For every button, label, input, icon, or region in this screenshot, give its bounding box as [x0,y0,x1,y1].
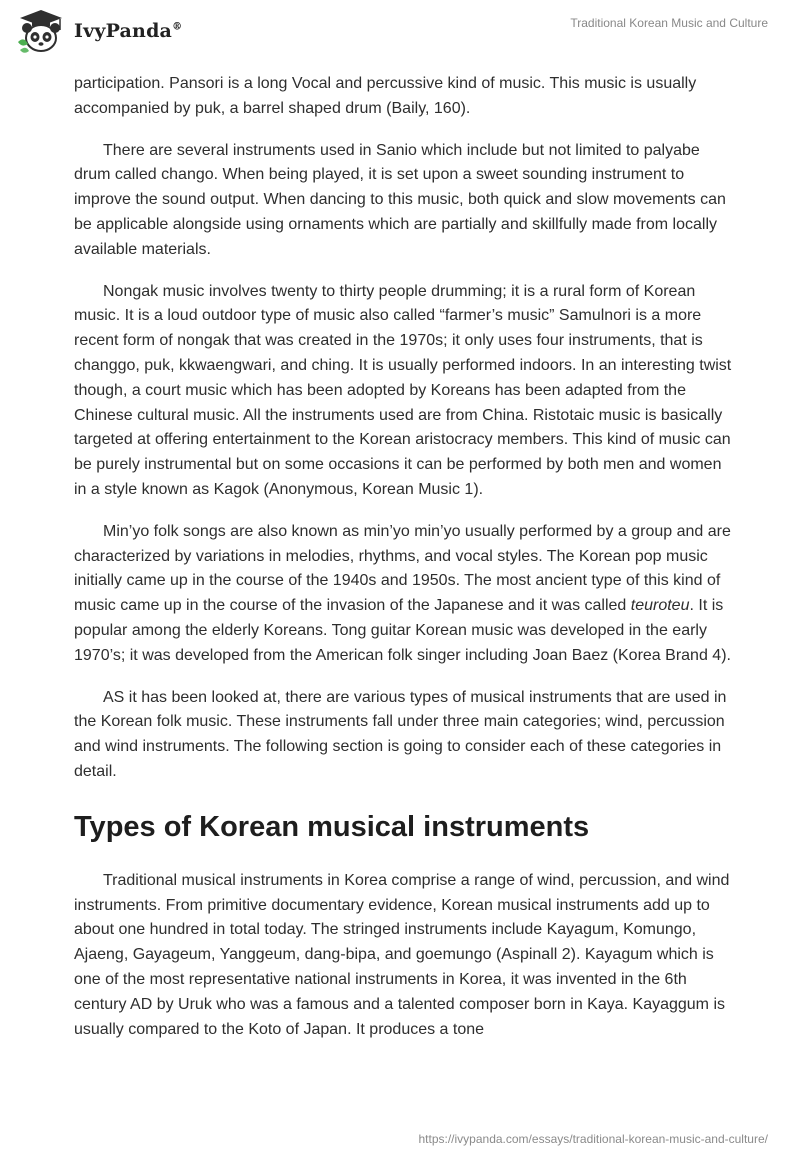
source-url[interactable]: https://ivypanda.com/essays/traditional-korean-music-and-culture/ [418,1132,768,1146]
brand-name: IvyPanda® [74,20,183,42]
paragraph-instruments: Traditional musical instruments in Korea comprise a range of wind, percussion, and wind instruments. From primitive documentary evidence, Korean musical instruments add up to about one hundred in total today. The stringed instruments include Kayagum, Komungo, Ajaeng, Gayageum, Yanggeum, dang-bipa, and goemungo (Aspinall 2). Kayagum which is one of the most representative national instruments in Korea, it was invented in the 6th century AD by Uruk who was a famous and a talented composer born in Kaya. Kayaggum is usually compared to the Koto of Japan. It produces a tone [74,871,730,1038]
document-title: Traditional Korean Music and Culture [570,16,768,30]
paragraph-minyo: Min’yo folk songs are also known as min’yo min’yo usually performed by a group and are characterized by variations in melodies, rhythms, and vocal styles. The Korean pop music initially came up in the course of the 1940s and 1950s. The most ancient type of this kind of music came up in the course of the invasion of the Japanese and it was called teurotеu. It is popular among the elderly Koreans. Tong guitar Korean music was developed in the early 1970’s; it was developed from the American folk singer including Joan Baez (Korea Brand 4). [74,522,731,664]
section-heading: Types of Korean musical instruments [74,810,590,843]
paragraph-sanio: There are several instruments used in Sanio which include but not limited to palyabe drum called chango. When being played, it is set upon a sweet sounding instrument to improve the sound output. When dancing to this music, both quick and slow movements can be applicable alongside using ornaments which are partially and skillfully made from locally available materials. [74,141,726,258]
paragraph-nongak: Nongak music involves twenty to thirty people drumming; it is a rural form of Korean music. It is a loud outdoor type of music also called “farmer’s music” Samulnori is a more recent form of nongak that was created in the 1970s; it only uses four instruments, that is changgo, puk, kkwaengwari, and ching. It is usually performed indoors. In an interesting twist though, a court music which has been adopted by Koreans has been adapted from the Chinese cultural music. All the instruments used are from China. Ristotaic music is basically targeted at offering entertainment to the Korean aristocracy members. This kind of music can be purely instrumental but on some occasions it can be performed by both men and women in a style known as Kagok (Anonymous, Korean Music 1). [74,282,732,498]
brand-logo[interactable] [14,8,182,54]
panda-graduate-icon [14,8,68,54]
paragraph-summary: AS it has been looked at, there are various types of musical instruments that are used in the Korean folk music. These instruments fall under three main categories; wind, percussion and wind instruments. The following section is going to consider each of these categories in detail. [74,688,727,780]
paragraph-continued: participation. Pansori is a long Vocal and percussive kind of music. This music is usually accompanied by puk, a barrel shaped drum (Baily, 160). [74,75,697,117]
essay-body [74,72,734,1059]
italic-term: teurotеu [630,597,690,615]
page-header [0,0,800,70]
